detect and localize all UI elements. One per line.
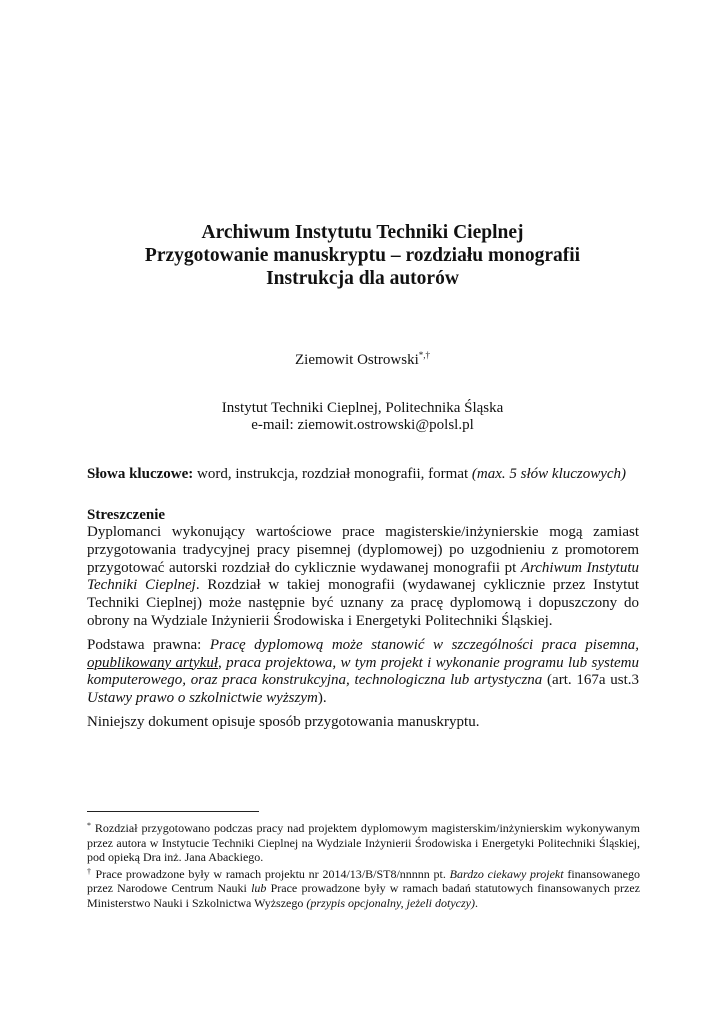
footnote-2-or: lub (251, 881, 267, 895)
footnotes (87, 819, 640, 910)
keywords-line (87, 466, 647, 483)
footnote-separator (87, 811, 259, 812)
keywords-label: Słowa kluczowe: (87, 466, 194, 482)
abstract-paragraph-1 (87, 524, 639, 631)
footnote-1 (87, 819, 640, 865)
document-title (0, 221, 725, 290)
footnote-2-mark: † (87, 866, 92, 876)
affiliation (0, 400, 725, 434)
footnote-2-funder: finansowanego przez Narodowe Centrum Nauki (87, 866, 640, 895)
keywords-note: (max. 5 słów kluczowych) (471, 466, 627, 482)
abstract-section (87, 506, 639, 738)
title-line-1: Archiwum Instytutu Techniki Cieplnej (201, 222, 524, 243)
abstract-paragraph-2 (87, 637, 639, 708)
footnote-1-mark: * (87, 821, 91, 830)
abstract-p1-text: Dyplomanci wykonujący wartościowe prace magisterskie/inżynierskie mogą zamiast przygotowania tradycyjnej pracy pisemnej (dyplomowej) po uzgodnieniu z promotorem przygotować autorski rozdział do cyklicznie wydawanej monografii pt (87, 524, 639, 576)
abstract-heading: Streszczenie (87, 507, 166, 523)
affiliation-email: e-mail: ziemowit.ostrowski@polsl.pl (251, 417, 474, 433)
abstract-paragraph-3: Niniejszy dokument opisuje sposób przygotowania manuskryptu. (87, 713, 480, 730)
footnote-2-project-title: Bardzo ciekawy projekt (449, 866, 564, 881)
footnote-2 (87, 865, 640, 911)
legal-quote-end: , praca projektowa, w tym projekt i wykonanie programu lub systemu komputerowego, oraz praca konstrukcyjna, technologiczna lub artystyczna (87, 654, 639, 689)
legal-quote-underlined: opublikowany artykuł (87, 654, 218, 671)
author-name: Ziemowit Ostrowski (295, 352, 419, 368)
affiliation-institution: Instytut Techniki Cieplnej, Politechnika Śląska (221, 400, 504, 416)
abstract-p1-text-end: . Rozdział w takiej monografii (wydawanej cyklicznie przez Instytut Techniki Cieplnej) może następnie być uznany za pracę dyplomową i dopuszczony do obrony na Wydziale Inżynierii Środowiska i Energetyki Politechniki Śląskiej. (87, 577, 639, 629)
footnote-2-statutory: Prace prowadzone były w ramach badań statutowych finansowanych przez Ministerstwo Nauki i Szkolnictwa Wyższego (87, 881, 641, 910)
footnote-2-text: Prace prowadzone były w ramach projektu nr 2014/13/B/ST8/nnnnn pt. (91, 866, 450, 881)
title-line-3: Instrukcja dla autorów (266, 268, 459, 289)
legal-quote-start: Pracę dyplomową może stanowić w szczególności praca pisemna, (209, 636, 639, 653)
legal-article-ref: (art. 167a ust.3 (542, 672, 640, 689)
legal-basis-label: Podstawa prawna: (87, 636, 210, 653)
title-line-2: Przygotowanie manuskryptu – rozdziału monografii (144, 245, 581, 266)
author-footnote-marks: *,† (418, 350, 430, 360)
abstract-p1-monograph-title: Archiwum Instytutu Techniki Cieplnej (87, 559, 639, 594)
author-line (0, 350, 725, 369)
footnote-2-end: . (475, 895, 478, 910)
footnote-1-text: Rozdział przygotowano podczas pracy nad projektem dyplomowym magisterskim/inżynierskim wykonywanym przez autora w Instytucie Techniki Cieplnej na Wydziale Inżynierii Środowiska i Energetyki Politechniki Śląskiej, pod opieką Dra inż. Jana Abackiego. (87, 821, 640, 864)
keywords-text: word, instrukcja, rozdział monografii, format (193, 466, 472, 482)
legal-act-name: Ustawy prawo o szkolnictwie wyższym (87, 690, 318, 707)
legal-ref-close: ). (317, 690, 327, 707)
footnote-2-optional-note: (przypis opcjonalny, jeżeli dotyczy) (306, 895, 475, 910)
